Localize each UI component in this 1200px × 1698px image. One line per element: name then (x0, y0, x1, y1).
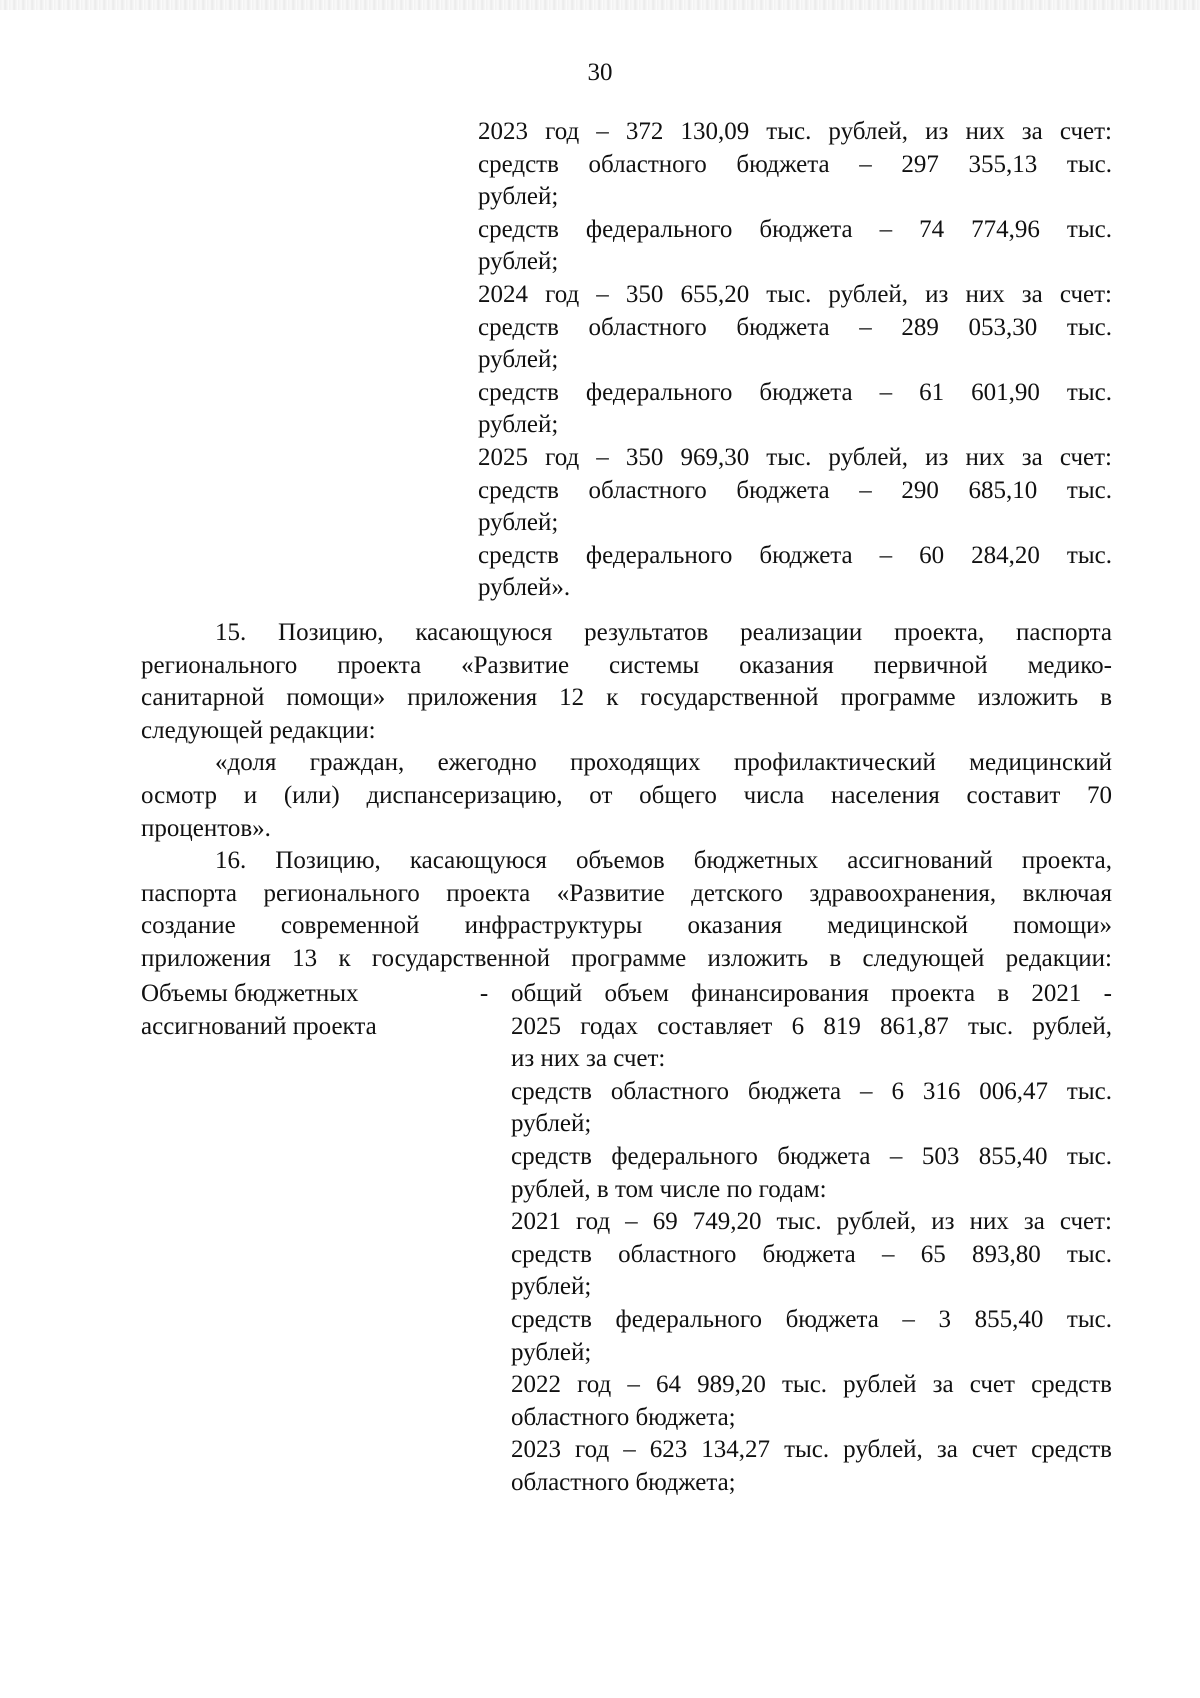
row-label (141, 978, 461, 1043)
paragraph-16 (141, 845, 1112, 975)
text-line: областного бюджета; (511, 1468, 736, 1496)
text-line: создание современной инфраструктуры оказания медицинской помощи» (141, 912, 1112, 940)
label-line: ассигнований проекта (141, 1012, 377, 1040)
text-line: рублей; (511, 1110, 592, 1138)
text-line: из них за счет: (511, 1045, 666, 1073)
page-number: 30 (587, 59, 613, 86)
text-line: «доля граждан, ежегодно проходящих профилактический медицинский (215, 749, 1112, 777)
text-line: рублей, в том числе по годам: (511, 1175, 827, 1203)
text-line: средств федерального бюджета – 503 855,40 тыс. (511, 1142, 1112, 1170)
text-line: рублей; (511, 1273, 592, 1301)
text-line: рублей; (478, 183, 559, 211)
text-line: рублей». (478, 574, 571, 602)
text-line: средств областного бюджета – 290 685,10 тыс. (478, 476, 1112, 504)
text-line: рублей; (478, 346, 559, 374)
row-value (511, 978, 1112, 1500)
text-line: приложения 13 к государственной программе изложить в следующей редакции: (141, 944, 1112, 972)
funding-continuation-block (478, 116, 1112, 605)
text-line: 16. Позицию, касающуюся объемов бюджетных ассигнований проекта, (215, 847, 1112, 875)
text-line: следующей редакции: (141, 716, 376, 744)
text-line: средств областного бюджета – 65 893,80 тыс. (511, 1240, 1112, 1268)
text-line: 2025 годах составляет 6 819 861,87 тыс. рублей, (511, 1012, 1112, 1040)
text-line: 15. Позицию, касающуюся результатов реализации проекта, паспорта (215, 619, 1112, 646)
text-line: процентов». (141, 814, 271, 842)
text-line: средств федерального бюджета – 61 601,90 тыс. (478, 378, 1112, 406)
text-line: 2023 год – 623 134,27 тыс. рублей, за счет средств (511, 1436, 1112, 1464)
text-line: осмотр и (или) диспансеризацию, от общего числа населения составит 70 (141, 781, 1112, 809)
text-line: 2021 год – 69 749,20 тыс. рублей, из них за счет: (511, 1208, 1112, 1236)
text-line: средств областного бюджета – 289 053,30 тыс. (478, 313, 1112, 341)
text-line: рублей; (511, 1338, 592, 1366)
text-line: рублей; (478, 509, 559, 537)
text-line: средств федерального бюджета – 3 855,40 тыс. (511, 1305, 1112, 1333)
text-line: регионального проекта «Развитие системы оказания первичной медико- (141, 651, 1112, 679)
text-line: средств федерального бюджета – 74 774,96 тыс. (478, 215, 1112, 243)
text-line: 2023 год – 372 130,09 тыс. рублей, из них за счет: (478, 118, 1112, 145)
label-line: Объемы бюджетных (141, 980, 359, 1007)
text-line: рублей; (478, 248, 559, 276)
body-text (141, 617, 1112, 976)
text-line: средств областного бюджета – 6 316 006,47 тыс. (511, 1077, 1112, 1105)
paragraph-15-quote (141, 747, 1112, 845)
text-line: паспорта регионального проекта «Развитие детского здравоохранения, включая (141, 879, 1112, 907)
text-line: 2025 год – 350 969,30 тыс. рублей, из них за счет: (478, 443, 1112, 471)
text-line: 2024 год – 350 655,20 тыс. рублей, из них за счет: (478, 280, 1112, 308)
scan-edge-artifact (0, 0, 1200, 10)
text-line: областного бюджета; (511, 1403, 736, 1431)
text-line: 2022 год – 64 989,20 тыс. рублей за счет средств (511, 1371, 1112, 1399)
text-line: санитарной помощи» приложения 12 к государственной программе изложить в (141, 684, 1112, 712)
text-line: средств федерального бюджета – 60 284,20 тыс. (478, 541, 1112, 569)
text-line: общий объем финансирования проекта в 2021 - (511, 980, 1112, 1007)
row-dash: - (479, 980, 489, 1007)
text-line: рублей; (478, 411, 559, 439)
text-line: средств областного бюджета – 297 355,13 тыс. (478, 150, 1112, 178)
paragraph-15 (141, 617, 1112, 747)
